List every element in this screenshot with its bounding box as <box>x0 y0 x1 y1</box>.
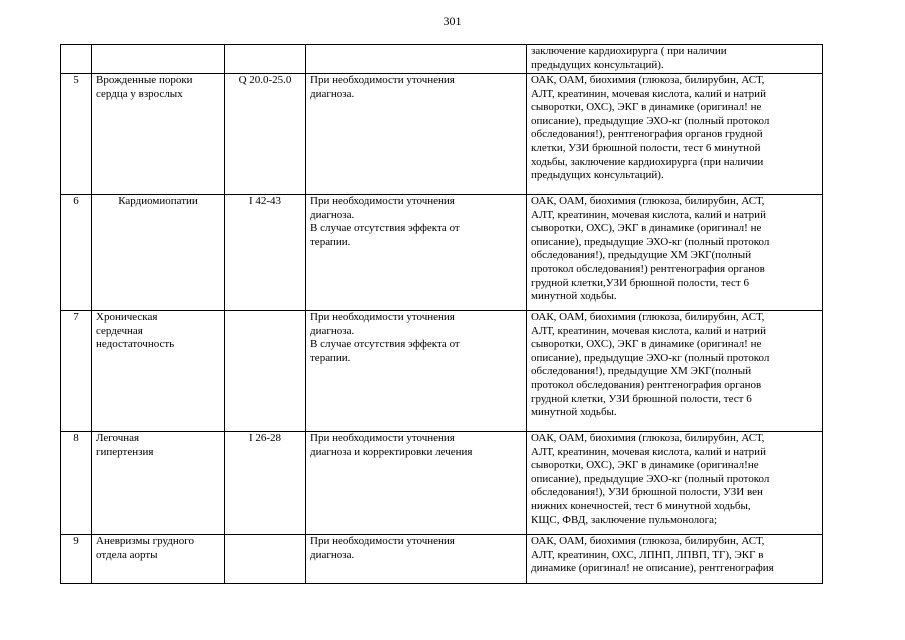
icd-code: Q 20.0-25.0 <box>238 74 292 86</box>
examination-cell <box>527 311 823 432</box>
examination-line: заключение кардиохирурга ( при наличии <box>531 45 727 57</box>
icd-code-cell <box>225 74 306 195</box>
indication-line: В случае отсутствия эффекта от <box>310 222 460 235</box>
condition-name-line: Аневризмы грудного <box>96 535 194 547</box>
examination-line: описание), предыдущие ЭХО-кг (полный протокол <box>531 351 770 364</box>
indication-line: При необходимости уточнения <box>310 74 455 86</box>
examination-line: сыворотки, ОХС), ЭКГ в динамике (оригинал! не <box>531 101 762 114</box>
examination-line: АЛТ, креатинин, мочевая кислота, калий и натрий <box>531 445 766 458</box>
table-row <box>61 45 823 74</box>
examination-line: описание), предыдущие ЭХО-кг (полный протокол <box>531 472 770 485</box>
row-number-cell <box>61 74 92 195</box>
condition-name-line: Легочная <box>96 432 140 444</box>
examination-line: динамике (оригинал! не описание), рентгенография <box>531 562 774 575</box>
examination-cell <box>527 45 823 74</box>
examination-line: ОАК, ОАМ, биохимия (глюкоза, билирубин, АСТ, <box>531 535 765 547</box>
condition-name-cell <box>92 311 225 432</box>
icd-code-cell <box>225 432 306 535</box>
examination-cell <box>527 74 823 195</box>
examination-line: ОАК, ОАМ, биохимия (глюкоза, билирубин, АСТ, <box>531 195 765 207</box>
table-row <box>61 311 823 432</box>
examination-line: КЩС, ФВД, заключение пульмонолога; <box>531 513 718 526</box>
indication-line: диагноза и корректировки лечения <box>310 445 473 458</box>
indication-line: диагноза. <box>310 548 355 561</box>
examination-line: клетки, УЗИ брюшной полости, тест 6 минутной <box>531 141 761 154</box>
indication-cell <box>306 45 527 74</box>
condition-name-line: Кардиомиопатии <box>118 195 198 207</box>
condition-name-line: Врожденные пороки <box>96 74 193 86</box>
exam-table <box>60 44 823 584</box>
condition-name-cell <box>92 195 225 311</box>
examination-line: протокол обследования) рентгенография органов <box>531 378 762 391</box>
examination-cell <box>527 432 823 535</box>
table-body <box>61 45 823 584</box>
indication-line: диагноза. <box>310 208 355 221</box>
examination-line: описание), предыдущие ЭХО-кг (полный протокол <box>531 114 770 127</box>
indication-line: диагноза. <box>310 87 355 100</box>
condition-name-line: сердца у взрослых <box>96 87 183 100</box>
examination-cell <box>527 195 823 311</box>
examination-line: описание), предыдущие ЭХО-кг (полный протокол <box>531 235 770 248</box>
examination-line: сыворотки, ОХС), ЭКГ в динамике (оригинал! не <box>531 222 762 235</box>
examination-line: предыдущих консультаций). <box>531 58 664 71</box>
condition-name-cell <box>92 535 225 584</box>
icd-code-cell <box>225 311 306 432</box>
examination-line: ходьбы, заключение кардиохирурга (при наличии <box>531 155 764 168</box>
table-row <box>61 74 823 195</box>
condition-name-line: сердечная <box>96 324 143 337</box>
condition-name-line: недостаточность <box>96 338 175 351</box>
examination-line: предыдущих консультаций). <box>531 169 664 182</box>
examination-line: грудной клетки,УЗИ брюшной полости, тест 6 <box>531 276 749 289</box>
indication-line: терапии. <box>310 235 351 248</box>
examination-line: ОАК, ОАМ, биохимия (глюкоза, билирубин, АСТ, <box>531 432 765 444</box>
examination-line: обследования!), предыдущие ХМ ЭКГ(полный <box>531 249 752 262</box>
condition-name-line: Хроническая <box>96 311 158 323</box>
indication-line: диагноза. <box>310 324 355 337</box>
examination-line: протокол обследования!) рентгенография органов <box>531 262 765 275</box>
examination-line: обследования!), предыдущие ХМ ЭКГ(полный <box>531 365 752 378</box>
indication-line: При необходимости уточнения <box>310 535 455 547</box>
examination-line: нижних конечностей, тест 6 минутной ходьбы, <box>531 499 751 512</box>
examination-cell <box>527 535 823 584</box>
icd-code: I 42-43 <box>248 195 282 207</box>
examination-line: обследования!), рентгенография органов грудной <box>531 128 763 141</box>
row-number: 5 <box>73 74 79 86</box>
icd-code: I 26-28 <box>248 432 282 444</box>
condition-name-line: гипертензия <box>96 445 154 458</box>
condition-name-cell <box>92 45 225 74</box>
examination-line: сыворотки, ОХС), ЭКГ в динамике (оригинал!не <box>531 459 759 472</box>
indication-cell <box>306 311 527 432</box>
examination-line: минутной ходьбы. <box>531 290 617 303</box>
examination-line: АЛТ, креатинин, мочевая кислота, калий и натрий <box>531 324 766 337</box>
indication-cell <box>306 432 527 535</box>
row-number: 9 <box>73 535 79 547</box>
icd-code-cell <box>225 45 306 74</box>
indication-cell <box>306 195 527 311</box>
indication-line: В случае отсутствия эффекта от <box>310 338 460 351</box>
table-row <box>61 195 823 311</box>
examination-line: АЛТ, креатинин, мочевая кислота, калий и натрий <box>531 87 766 100</box>
row-number-cell <box>61 311 92 432</box>
row-number-cell <box>61 45 92 74</box>
examination-line: минутной ходьбы. <box>531 406 617 419</box>
examination-line: ОАК, ОАМ, биохимия (глюкоза, билирубин, АСТ, <box>531 74 765 86</box>
indication-line: При необходимости уточнения <box>310 311 455 323</box>
indication-line: При необходимости уточнения <box>310 195 455 207</box>
indication-line: При необходимости уточнения <box>310 432 455 444</box>
icd-code-cell <box>225 535 306 584</box>
table-row <box>61 535 823 584</box>
icd-code-cell <box>225 195 306 311</box>
examination-line: сыворотки, ОХС), ЭКГ в динамике (оригинал! не <box>531 338 762 351</box>
row-number: 6 <box>73 195 79 207</box>
page-number: 301 <box>443 14 462 28</box>
condition-name-cell <box>92 432 225 535</box>
row-number: 8 <box>73 432 79 444</box>
table-row <box>61 432 823 535</box>
indication-cell <box>306 535 527 584</box>
examination-line: АЛТ, креатинин, мочевая кислота, калий и натрий <box>531 208 766 221</box>
indication-cell <box>306 74 527 195</box>
examination-line: обследования!), УЗИ брюшной полости, УЗИ вен <box>531 486 763 499</box>
row-number-cell <box>61 535 92 584</box>
examination-line: АЛТ, креатинин, ОХС, ЛПНП, ЛПВП, ТГ), ЭКГ в <box>531 548 764 561</box>
condition-name-cell <box>92 74 225 195</box>
row-number-cell <box>61 432 92 535</box>
condition-name-line: отдела аорты <box>96 548 158 561</box>
examination-line: грудной клетки, УЗИ брюшной полости, тест 6 <box>531 392 752 405</box>
row-number: 7 <box>73 311 79 323</box>
indication-line: терапии. <box>310 351 351 364</box>
examination-line: ОАК, ОАМ, биохимия (глюкоза, билирубин, АСТ, <box>531 311 765 323</box>
row-number-cell <box>61 195 92 311</box>
